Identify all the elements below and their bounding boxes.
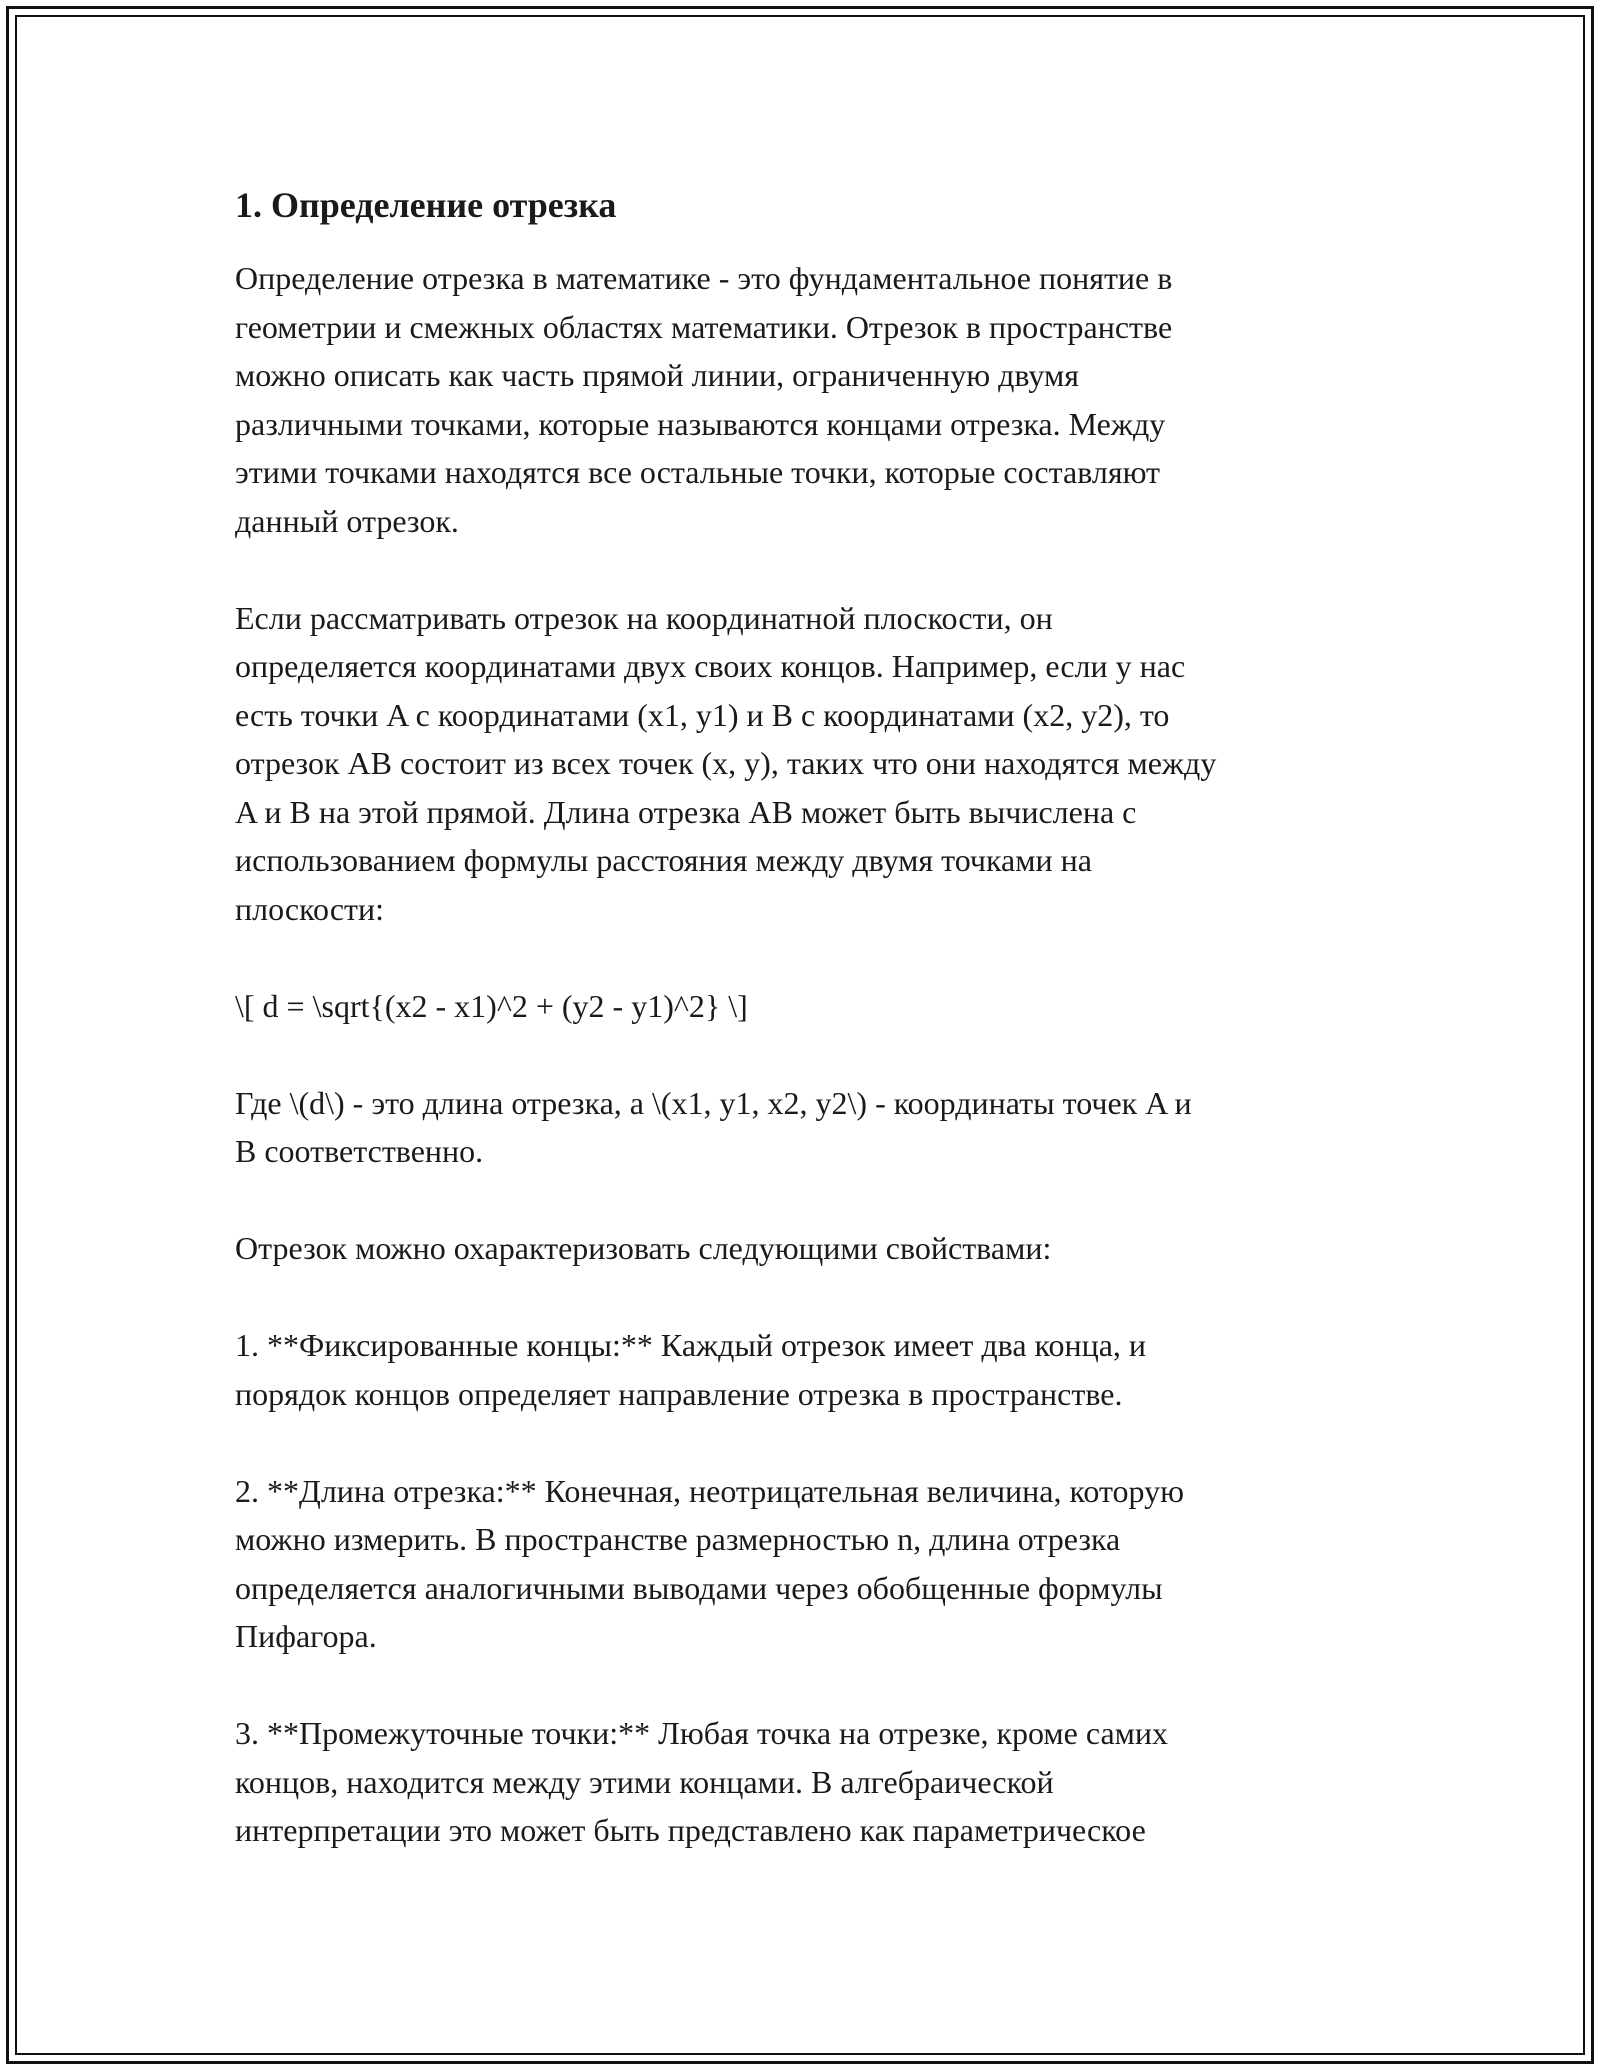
paragraph-formula-explanation: Где \(d\) - это длина отрезка, а \(x1, y1, x2, y2\) - координаты точек A и B соответственно.	[235, 1084, 1192, 1169]
formula-distance: \[ d = \sqrt{(x2 - x1)^2 + (y2 - y1)^2} \]	[235, 987, 748, 1024]
section-heading: 1. Определение отрезка	[235, 185, 617, 225]
list-item-intermediate-points: 3. **Промежуточные точки:** Любая точка на отрезке, кроме самих концов, находится между этими концами. В алгебраической интерпретации это может быть представлено как параметрическое	[235, 1715, 1169, 1848]
list-item-segment-length: 2. **Длина отрезка:** Конечная, неотрицательная величина, которую можно измерить. В пространстве размерностью n, длина отрезка определяется аналогичными выводами через обобщенные формулы Пифагора.	[235, 1472, 1185, 1654]
list-item-fixed-ends: 1. **Фиксированные концы:** Каждый отрезок имеет два конца, и порядок концов определяет направление отрезка в пространстве.	[235, 1327, 1147, 1412]
document-page	[235, 182, 1385, 1855]
paragraph-properties-intro: Отрезок можно охарактеризовать следующими свойствами:	[235, 1230, 1052, 1266]
paragraph-definition: Определение отрезка в математике - это фундаментальное понятие в геометрии и смежных областях математики. Отрезок в пространстве можно описать как часть прямой линии, ограниченную двумя различными точками, которые называются концами отрезка. Между этими точками находятся все остальные точки, которые составляют данный отрезок.	[235, 260, 1173, 539]
paragraph-coordinates: Если рассматривать отрезок на координатной плоскости, он определяется координатами двух своих концов. Например, если у нас есть точки A с координатами (x1, y1) и B с координатами (x2, y2), то отрезок AB состоит из всех точек (x, y), таких что они находятся между A и B на этой прямой. Длина отрезка AB может быть вычислена с использованием формулы расстояния между двумя точками на плоскости:	[235, 599, 1217, 927]
